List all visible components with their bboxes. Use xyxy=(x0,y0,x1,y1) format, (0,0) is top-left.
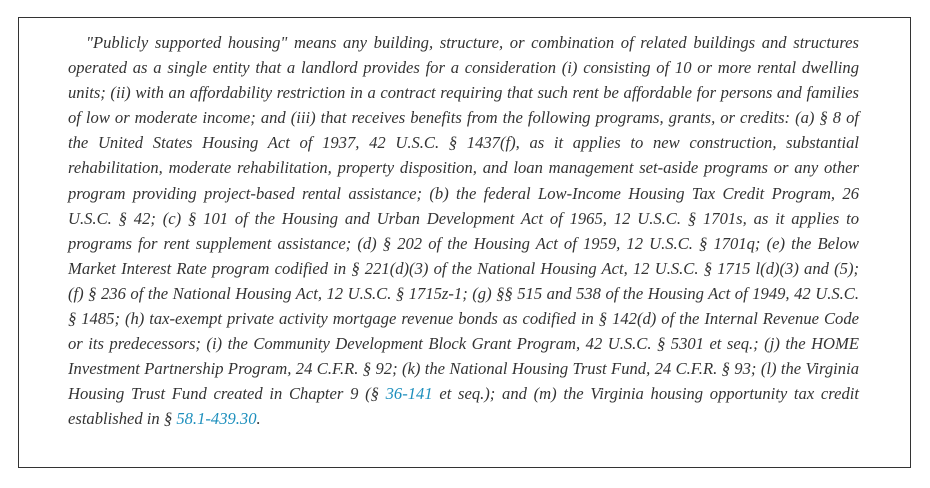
definition-text-end: . xyxy=(256,409,261,429)
definition-paragraph xyxy=(68,30,859,432)
definition-text-part-1: "Publicly supported housing" means any building, structure, or combination of related buildings and structures operated as a single entity that a landlord provides for a consideration (i) consisting of 10 or more rental dwelling units; (ii) with an affordability restriction in a contract requiring that such rent be affordable for persons and families of low or moderate income; and (iii) that receives benefits from the following programs, grants, or credits: (a) § 8 of the United States Housing Act of 1937, 42 U.S.C. § 1437(f), as it applies to new construction, substantial rehabilitation, moderate rehabilitation, property disposition, and loan management set-aside programs or any other program providing project-based rental assistance; (b) the federal Low-Income Housing Tax Credit Program, 26 U.S.C. § 42; (c) § 101 of the Housing and Urban Development Act of 1965, 12 U.S.C. § 1701s, as it applies to programs for rent supplement assistance; (d) § 202 of the Housing Act of 1959, 12 U.S.C. § 1701q; (e) the Below Market Interest Rate program codified in § 221(d)(3) of the National Housing Act, 12 U.S.C. § 1715 l(d)(3) and (5); (f) § 236 of the National Housing Act, 12 U.S.C. § 1715z-1; (g) §§ 515 and 538 of the Housing Act of 1949, 42 U.S.C. § 1485; (h) tax-exempt private activity mortgage revenue bonds as codified in § 142(d) of the Internal Revenue Code or its predecessors; (i) the Community Development Block Grant Program, 42 U.S.C. § 5301 et seq.; (j) the HOME Investment Partnership Program, 24 C.F.R. § 92; (k) the National Housing Trust Fund, 24 C.F.R. § 93; (l) the Virginia Housing Trust Fund created in Chapter 9 (§ xyxy=(68,33,859,404)
code-section-link-36-141[interactable]: 36-141 xyxy=(385,384,433,404)
definition-text-part-2: et seq.); and (m) the Virginia housing opportunity tax credit established in § xyxy=(68,384,859,429)
definition-box xyxy=(18,17,911,468)
code-section-link-58-1-439-30[interactable]: 58.1-439.30 xyxy=(176,409,257,429)
